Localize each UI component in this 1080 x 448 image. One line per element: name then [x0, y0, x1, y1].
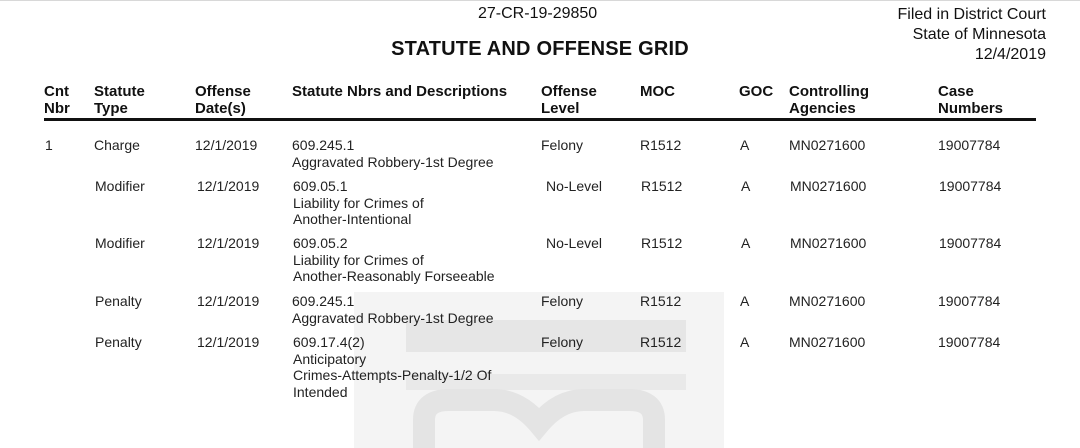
row-1-goc: A [740, 137, 750, 153]
row-1-cnt: 1 [45, 137, 53, 153]
row-1-case-number: 19007784 [938, 137, 1001, 153]
row-5-goc: A [740, 334, 750, 350]
row-3-type: Modifier [95, 235, 145, 251]
filed-date: 12/4/2019 [974, 46, 1046, 63]
row-4-statute: 609.245.1 Aggravated Robbery-1st Degree [292, 293, 494, 326]
column-header-offense-dates: Offense Date(s) [195, 83, 251, 117]
column-header-offense-level: Offense Level [541, 83, 597, 117]
row-5-date: 12/1/2019 [197, 334, 260, 350]
row-1-date: 12/1/2019 [195, 137, 258, 153]
header-divider [44, 118, 1036, 121]
row-5-type: Penalty [95, 334, 142, 350]
row-4-agency: MN0271600 [789, 293, 866, 309]
row-3-goc: A [741, 235, 751, 251]
row-4-goc: A [740, 293, 750, 309]
row-5-agency: MN0271600 [789, 334, 866, 350]
row-1-type: Charge [94, 137, 140, 153]
row-3-statute: 609.05.2 Liability for Crimes of Another-Reasonably Forseeable [293, 235, 495, 284]
row-1-moc: R1512 [640, 137, 682, 153]
row-5-case-number: 19007784 [938, 334, 1001, 350]
row-4-case-number: 19007784 [938, 293, 1001, 309]
row-5-level: Felony [541, 334, 584, 350]
row-2-case-number: 19007784 [939, 178, 1002, 194]
row-2-type: Modifier [95, 178, 145, 194]
row-2-level: No-Level [546, 178, 603, 194]
row-3-case-number: 19007784 [939, 235, 1002, 251]
column-header-statute-type: Statute Type [94, 83, 145, 117]
row-2-statute: 609.05.1 Liability for Crimes of Another-Intentional [293, 178, 424, 227]
row-4-date: 12/1/2019 [197, 293, 260, 309]
filed-state-line: State of Minnesota [912, 26, 1046, 43]
row-4-level: Felony [541, 293, 584, 309]
column-header-controlling-agencies: Controlling Agencies [789, 83, 869, 117]
filed-court-line: Filed in District Court [897, 6, 1046, 23]
row-5-statute: 609.17.4(2) Anticipatory Crimes-Attempts-Penalty-1/2 Of Intended [293, 334, 492, 400]
column-header-statute-descriptions: Statute Nbrs and Descriptions [292, 83, 508, 100]
column-header-moc: MOC [640, 83, 675, 100]
row-3-moc: R1512 [641, 235, 683, 251]
page-title: STATUTE AND OFFENSE GRID [391, 38, 689, 60]
row-3-date: 12/1/2019 [197, 235, 260, 251]
row-5-moc: R1512 [640, 334, 682, 350]
column-header-case-numbers: Case Numbers [938, 83, 1004, 117]
row-2-moc: R1512 [641, 178, 683, 194]
row-1-agency: MN0271600 [789, 137, 866, 153]
row-4-type: Penalty [95, 293, 142, 309]
column-header-cnt-nbr: Cnt Nbr [44, 83, 70, 117]
row-3-level: No-Level [546, 235, 603, 251]
row-2-date: 12/1/2019 [197, 178, 260, 194]
row-2-agency: MN0271600 [790, 178, 867, 194]
row-4-moc: R1512 [640, 293, 682, 309]
row-1-level: Felony [541, 137, 584, 153]
row-2-goc: A [741, 178, 751, 194]
column-header-goc: GOC [739, 83, 774, 100]
row-1-statute: 609.245.1 Aggravated Robbery-1st Degree [292, 137, 494, 170]
case-number: 27-CR-19-29850 [478, 5, 598, 22]
row-3-agency: MN0271600 [790, 235, 867, 251]
